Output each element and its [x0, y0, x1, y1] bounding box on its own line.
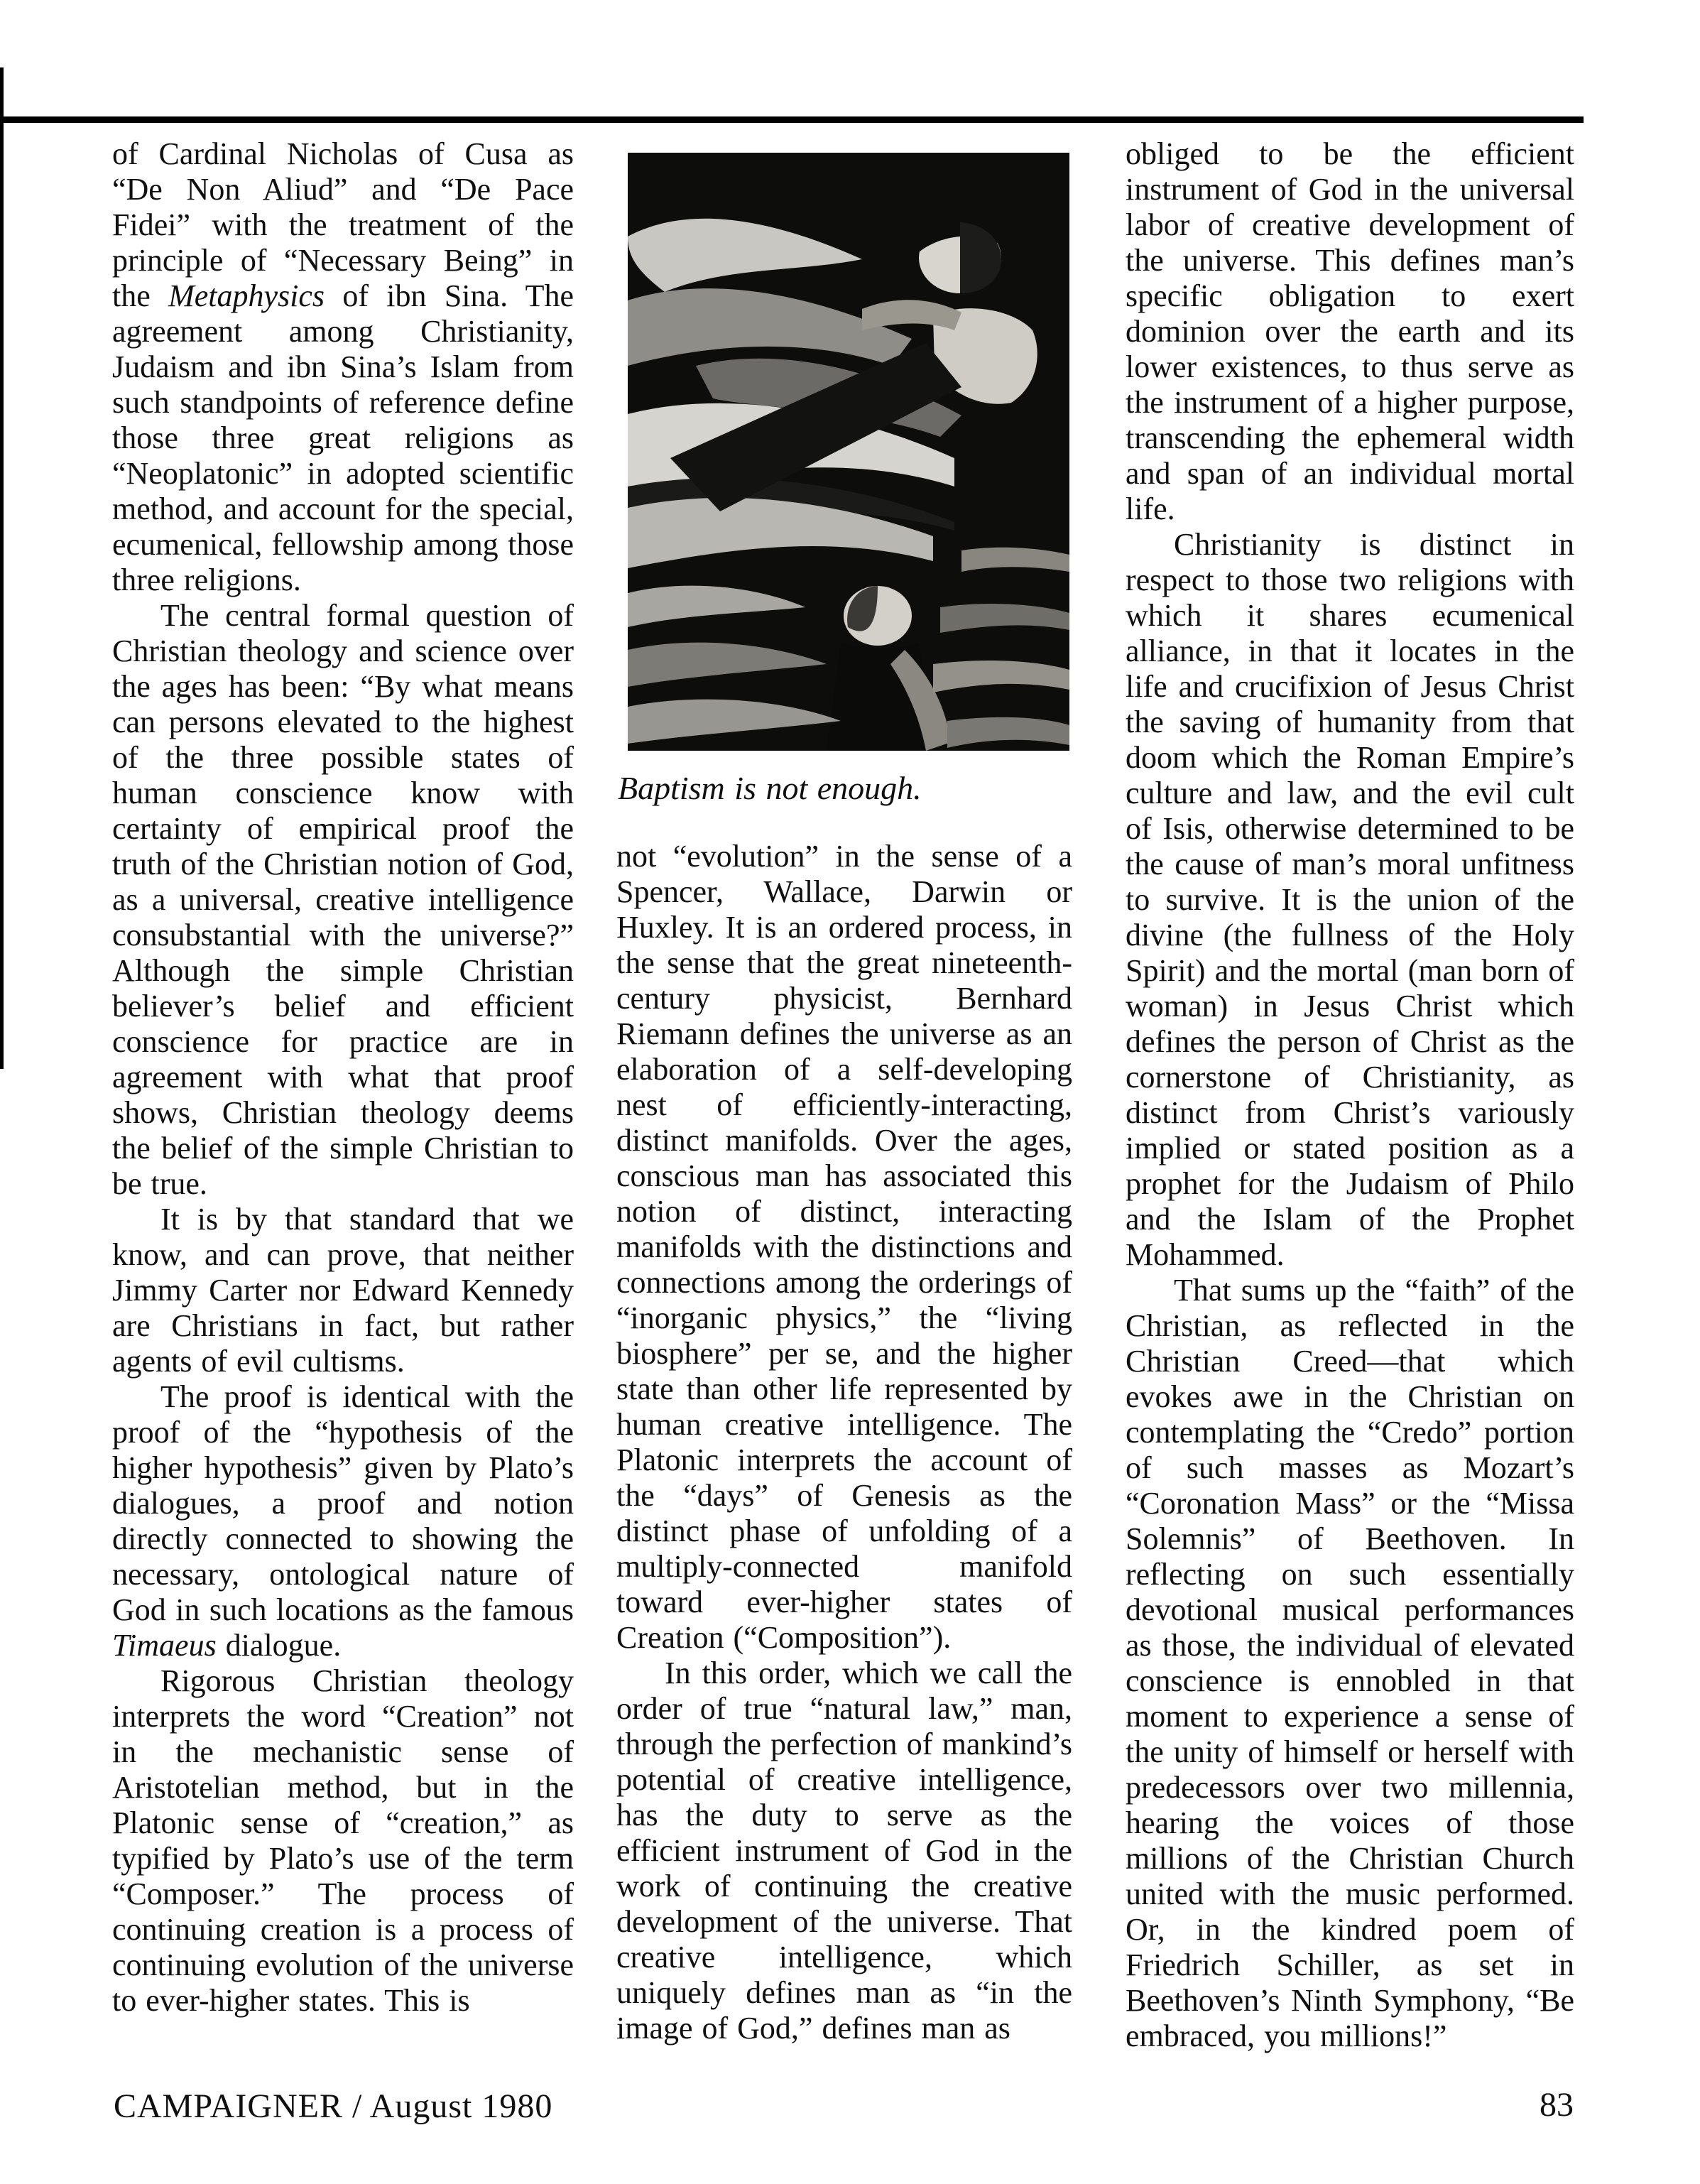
paragraph: of Cardinal Nicholas of Cusa as “De Non Aliud” and “De Pace Fidei” with the treatment of the principle of “Necessary Being” in the Metaphysics of ibn Sina. The agreement among Christianity, Judaism and ibn Sina’s Islam from such standpoints of reference define those three great religions as “Neoplatonic” in adopted scientific method, and account for the special, ecumenical, fellowship among those three religions.	[112, 136, 574, 597]
paragraph: Christianity is distinct in respect to those two religions with which it shares ecumenical alliance, in that it locates in the life and crucifixion of Jesus Christ the saving of humanity from that doom which the Roman Empire’s culture and law, and the evil cult of Isis, otherwise determined to be the cause of man’s moral unfitness to survive. It is the union of the divine (the fullness of the Holy Spirit) and the mortal (man born of woman) in Jesus Christ which defines the person of Christ as the cornerstone of Christianity, as distinct from Christ’s variously implied or stated position as a prophet for the Judaism of Philo and the Islam of the Prophet Mohammed.	[1126, 527, 1574, 1272]
paragraph: That sums up the “faith” of the Christian, as reflected in the Christian Creed—that which evokes awe in the Christian on contemplating the “Credo” portion of such masses as Mozart’s “Coronation Mass” or the “Missa Solemnis” of Beethoven. In reflecting on such essentially devotional musical performances as those, the individual of elevated conscience is ennobled in that moment to experience a sense of the unity of himself or herself with predecessors over two millennia, hearing the voices of those millions of the Christian Church united with the music performed. Or, in the kindred poem of Friedrich Schiller, as set in Beethoven’s Ninth Symphony, “Be embraced, you millions!”	[1126, 1273, 1574, 2053]
footer-page-number: 83	[1540, 2086, 1574, 2124]
page-edge-scan-line	[0, 67, 4, 1069]
column-middle-text	[616, 839, 1072, 2046]
paragraph: In this order, which we call the order of true “natural law,” man, through the perfection of mankind’s potential of creative intelligence, has the duty to serve as the efficient instrument of God in the work of continuing the creative development of the universe. That creative intelligence, which uniquely defines man as “in the image of God,” defines man as	[616, 1656, 1072, 2046]
photo-caption: Baptism is not enough.	[618, 770, 922, 806]
paragraph: The central formal question of Christian theology and science over the ages has been: “By what means can persons elevated to the highest of the three possible states of human conscience know with certainty of empirical proof the truth of the Christian notion of God, as a universal, creative intelligence consubstantial with the universe?” Although the simple Christian believer’s belief and efficient conscience for practice are in agreement with what that proof shows, Christian theology deems the belief of the simple Christian to be true.	[112, 598, 574, 1201]
column-right	[1126, 136, 1574, 2054]
footer-journal-title: CAMPAIGNER / August 1980	[114, 2087, 553, 2125]
paragraph: not “evolution” in the sense of a Spencer, Wallace, Darwin or Huxley. It is an ordered process, in the sense that the great nineteenth-century physicist, Bernhard Riemann defines the universe as an elaboration of a self-developing nest of efficiently-interacting, distinct manifolds. Over the ages, conscious man has associated this notion of distinct, interacting manifolds with the distinctions and connections among the orderings of “inorganic physics,” the “living biosphere” per se, and the higher state than other life represented by human creative intelligence. The Platonic interprets the account of the “days” of Genesis as the distinct phase of unfolding of a multiply-connected manifold toward ever-higher states of Creation (“Composition”).	[616, 839, 1072, 1655]
baptism-photo	[628, 153, 1069, 751]
column-middle	[616, 136, 1072, 2046]
column-left	[112, 136, 574, 2019]
paragraph: The proof is identical with the proof of the “hypothesis of the higher hypothesis” given by Plato’s dialogues, a proof and notion directly connected to showing the necessary, ontological nature of God in such locations as the famous Timaeus dialogue.	[112, 1379, 574, 1663]
paragraph: It is by that standard that we know, and can prove, that neither Jimmy Carter nor Edward Kennedy are Christians in fact, but rather agents of evil cultisms.	[112, 1202, 574, 1379]
paragraph: obliged to be the efficient instrument of God in the universal labor of creative development of the universe. This defines man’s specific obligation to exert dominion over the earth and its lower existences, to thus serve as the instrument of a higher purpose, transcending the ephemeral width and span of an individual mortal life.	[1126, 136, 1574, 526]
top-rule	[0, 116, 1584, 123]
baptism-photo-image	[628, 153, 1069, 751]
paragraph: Rigorous Christian theology interprets the word “Creation” not in the mechanistic sense of Aristotelian method, but in the Platonic sense of “creation,” as typified by Plato’s use of the term “Composer.” The process of continuing creation is a process of continuing evolution of the universe to ever-higher states. This is	[112, 1663, 574, 2018]
